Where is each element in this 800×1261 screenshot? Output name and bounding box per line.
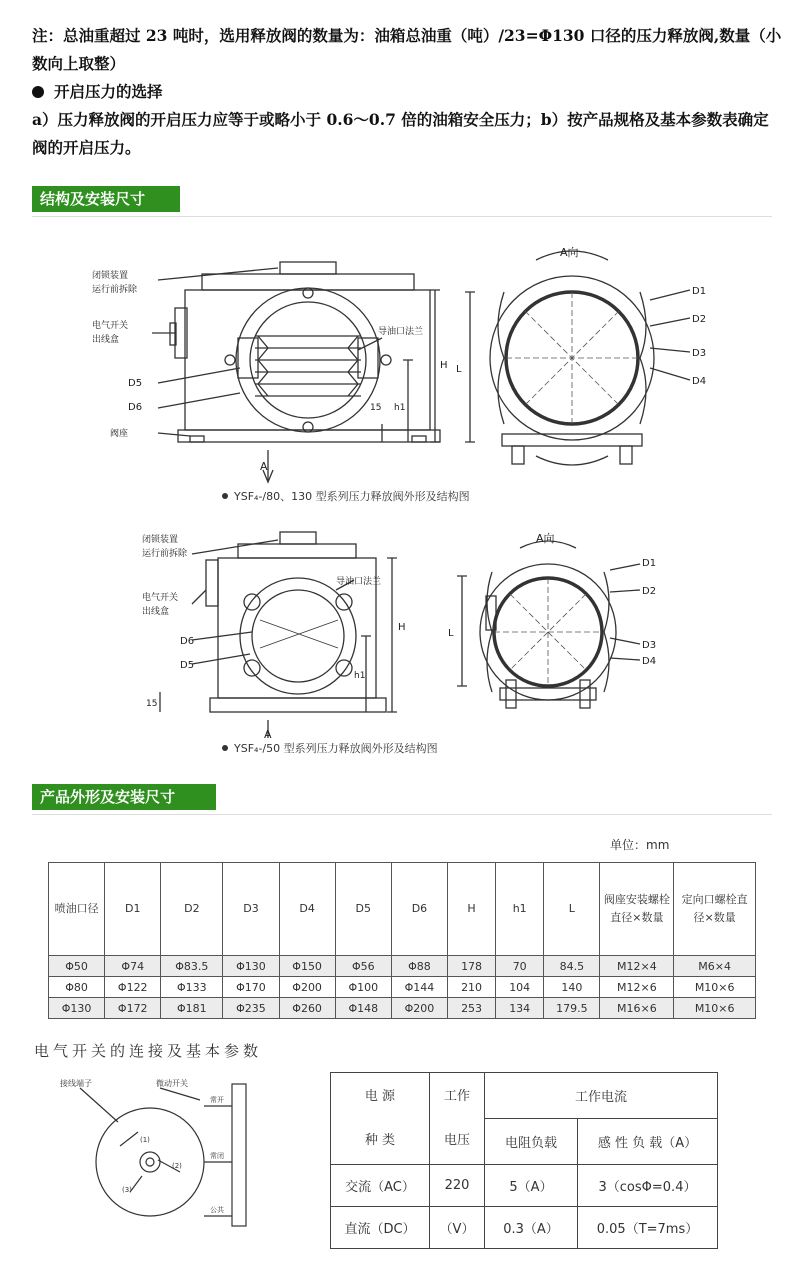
cell: 140 (544, 977, 600, 998)
header-current: 工作电流 (485, 1073, 718, 1119)
table-row (49, 998, 756, 1019)
col-header: D1 (105, 863, 161, 956)
label-d4: D4 (692, 376, 707, 387)
label-switch-2: 出线盒 (92, 335, 120, 345)
label-h1: h1 (354, 671, 366, 681)
cell: Φ235 (223, 998, 279, 1019)
col-header: D4 (279, 863, 335, 956)
cell: 134 (496, 998, 544, 1019)
col-header: 阀座安装螺栓直径×数量 (600, 863, 674, 956)
header-inductive: 感 性 负 载（A） (578, 1119, 718, 1165)
diagram-80-130 (90, 238, 710, 490)
cell: 0.05（T=7ms） (578, 1207, 718, 1249)
note-line-1: 注：总油重超过 23 吨时，选用释放阀的数量为：油箱总油重（吨）/23=Φ130 口径的压力释放阀,数量（小数向上取整） (32, 26, 782, 73)
label-flange: 导油口法兰 (336, 577, 382, 587)
cell: Φ130 (49, 998, 105, 1019)
table-row (331, 1207, 718, 1249)
dim-h (387, 558, 397, 712)
section-title-electrical: 电气开关的连接及基本参数 (34, 1042, 263, 1060)
cell: Φ88 (391, 956, 447, 977)
dim-l (465, 292, 475, 442)
label-d1: D1 (642, 558, 657, 569)
label-terminal: 接线端子 (60, 1079, 92, 1088)
col-header: 定向口螺栓直径×数量 (674, 863, 756, 956)
label-d3: D3 (692, 348, 707, 359)
cell: M12×4 (600, 956, 674, 977)
label-contact-com: 公共 (210, 1206, 224, 1214)
switch-disc (96, 1108, 204, 1216)
section-title-dimensions: 产品外形及安装尺寸 (32, 784, 216, 810)
valve-seat (210, 698, 386, 712)
label-lock-2: 运行前拆除 (142, 549, 188, 559)
table-header-row (49, 863, 756, 956)
label-h: H (440, 360, 448, 371)
note-bullet (32, 78, 782, 106)
cell: Φ130 (223, 956, 279, 977)
label-l: L (456, 364, 462, 375)
label-seat: 阀座 (110, 429, 129, 439)
wiring-diagram (60, 1076, 260, 1236)
col-header: H (448, 863, 496, 956)
label-view-a: A向 (560, 246, 579, 259)
col-header: h1 (496, 863, 544, 956)
label-d4: D4 (642, 656, 657, 667)
cell: Φ172 (105, 998, 161, 1019)
cell: 210 (448, 977, 496, 998)
switch-box (206, 560, 218, 606)
cell: M6×4 (674, 956, 756, 977)
note-line-2: a）压力释放阀的开启压力应等于或略小于 0.6～0.7 倍的油箱安全压力；b）按产品规格及基本参数表确定阀的开启压力。 (32, 110, 769, 157)
cell: M10×6 (674, 977, 756, 998)
cell: Φ144 (391, 977, 447, 998)
cell: M16×6 (600, 998, 674, 1019)
caption-text: YSF₄-/50 型系列压力释放阀外形及结构图 (234, 742, 438, 755)
section-divider (32, 814, 772, 815)
note-block (32, 22, 782, 162)
col-header: D5 (335, 863, 391, 956)
cell: 253 (448, 998, 496, 1019)
spec-table (48, 862, 756, 1019)
dim-l (457, 576, 467, 686)
col-header: D3 (223, 863, 279, 956)
table-row (49, 956, 756, 977)
cell: Φ74 (105, 956, 161, 977)
cell: Φ80 (49, 977, 105, 998)
col-header: D6 (391, 863, 447, 956)
cell: 104 (496, 977, 544, 998)
cell: Φ133 (161, 977, 223, 998)
label-contact-nc: 常闭 (210, 1152, 224, 1160)
label-lock: 闭锁装置 (142, 535, 179, 545)
cell: 70 (496, 956, 544, 977)
col-header: L (544, 863, 600, 956)
lock-device (280, 532, 316, 544)
label-d1: D1 (692, 286, 707, 297)
lock-device (280, 262, 336, 274)
cell: Φ83.5 (161, 956, 223, 977)
label-microswitch: 微动开关 (156, 1079, 188, 1088)
cell: 0.3（A） (485, 1207, 578, 1249)
cell: Φ260 (279, 998, 335, 1019)
header-voltage-line2: 电压 (443, 1132, 470, 1148)
cell: Φ181 (161, 998, 223, 1019)
cell: Φ170 (223, 977, 279, 998)
header-resistive: 电阻负载 (485, 1119, 578, 1165)
cell: 交流（AC） (331, 1165, 430, 1207)
cell: 179.5 (544, 998, 600, 1019)
col-header: D2 (161, 863, 223, 956)
label-arrow-a: A (264, 728, 272, 741)
label-term-3: (3) (122, 1186, 132, 1194)
cell: Φ56 (335, 956, 391, 977)
cell: Φ150 (279, 956, 335, 977)
header-source-line1: 电 源 (364, 1088, 396, 1104)
cell: M12×6 (600, 977, 674, 998)
cell: Φ100 (335, 977, 391, 998)
cell: 178 (448, 956, 496, 977)
label-d5: D5 (180, 660, 195, 671)
label-switch-2: 出线盒 (142, 607, 170, 617)
table-row (49, 977, 756, 998)
caption-diagram-2 (222, 740, 438, 756)
bullet-title: 开启压力的选择 (54, 82, 163, 101)
cell: Φ148 (335, 998, 391, 1019)
unit-label: 单位：mm (610, 838, 670, 852)
label-d6: D6 (180, 636, 195, 647)
header-voltage-line1: 工作 (443, 1088, 470, 1104)
label-flange: 导油口法兰 (378, 327, 424, 337)
bullet-icon (222, 493, 228, 499)
table-row (331, 1165, 718, 1207)
section-title-structure: 结构及安装尺寸 (32, 186, 180, 212)
label-lock-2: 运行前拆除 (92, 285, 138, 295)
cell: （V） (430, 1207, 485, 1249)
label-d2: D2 (692, 314, 707, 325)
diagram-50 (140, 520, 670, 742)
cell: Φ50 (49, 956, 105, 977)
cell: Φ122 (105, 977, 161, 998)
label-switch: 电气开关 (92, 321, 129, 331)
label-d2: D2 (642, 586, 657, 597)
dim-h (430, 290, 440, 442)
label-contact-no: 常开 (210, 1096, 224, 1104)
label-15: 15 (370, 403, 382, 413)
section-divider (32, 216, 772, 217)
microswitch (232, 1084, 246, 1226)
cell: 5（A） (485, 1165, 578, 1207)
label-h1: h1 (394, 403, 406, 413)
cell: 直流（DC） (331, 1207, 430, 1249)
valve-cap-front (238, 544, 356, 558)
bullet-icon (32, 86, 44, 98)
cell: 3（cosΦ=0.4） (578, 1165, 718, 1207)
electrical-table (330, 1072, 718, 1249)
label-h: H (398, 622, 406, 633)
cell: M10×6 (674, 998, 756, 1019)
label-view-a: A向 (536, 532, 555, 545)
label-arrow-a: A (260, 460, 268, 473)
caption-diagram-1 (222, 488, 470, 504)
cell: Φ200 (391, 998, 447, 1019)
caption-text: YSF₄-/80、130 型系列压力释放阀外形及结构图 (234, 490, 470, 503)
cell: Φ200 (279, 977, 335, 998)
label-term-2: (2) (172, 1162, 182, 1170)
label-d5: D5 (128, 378, 143, 389)
bullet-icon (222, 745, 228, 751)
label-d3: D3 (642, 640, 657, 651)
label-term-1: (1) (140, 1136, 150, 1144)
header-source-line2: 种 类 (364, 1132, 396, 1148)
header-voltage (430, 1073, 485, 1165)
col-header: 喷油口径 (49, 863, 105, 956)
label-d6: D6 (128, 402, 143, 413)
cell: 220 (430, 1165, 485, 1207)
label-15: 15 (146, 699, 158, 709)
table-header-row (331, 1073, 718, 1119)
label-l: L (448, 628, 454, 639)
header-source (331, 1073, 430, 1165)
cell: 84.5 (544, 956, 600, 977)
label-switch: 电气开关 (142, 593, 179, 603)
label-lock: 闭锁装置 (92, 271, 129, 281)
